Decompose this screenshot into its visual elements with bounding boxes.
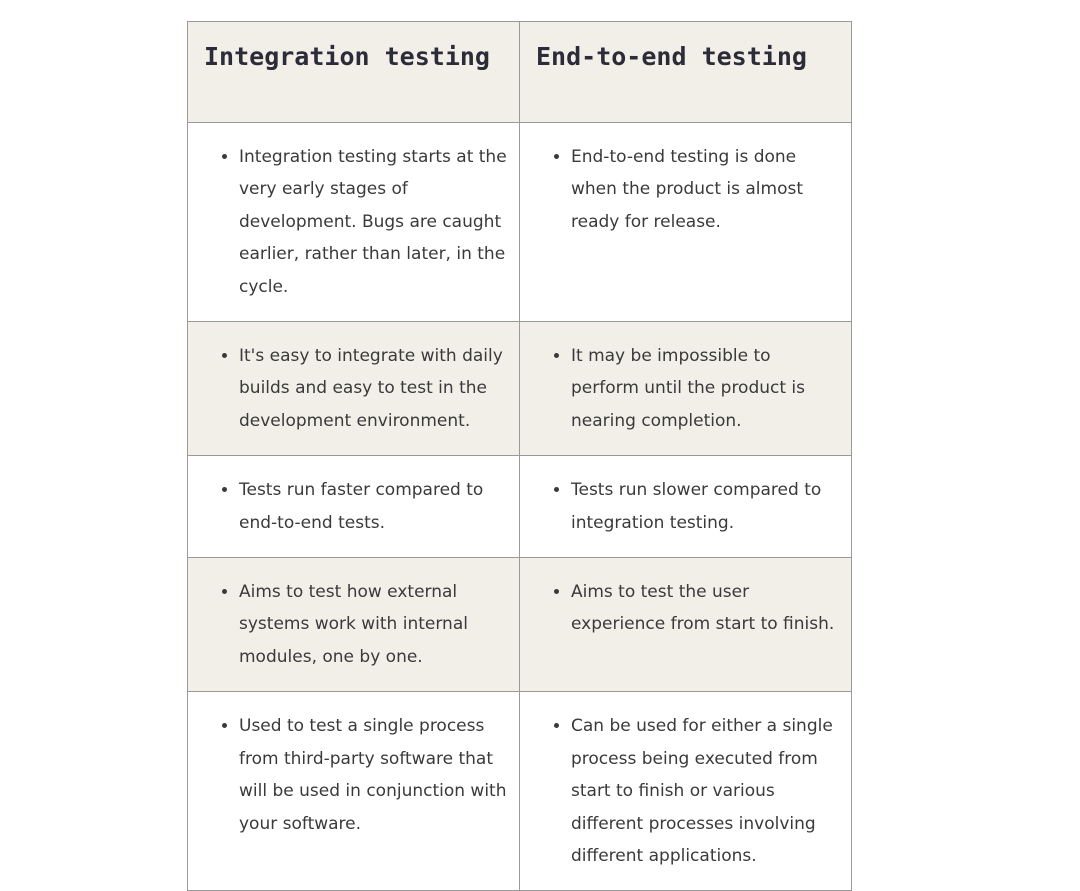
bullet-list bbox=[206, 576, 507, 673]
table-row bbox=[188, 692, 852, 891]
bullet-list bbox=[206, 710, 507, 840]
integration-cell bbox=[188, 456, 520, 558]
bullet-list bbox=[538, 474, 839, 539]
header-end-to-end-testing: End-to-end testing bbox=[520, 22, 852, 123]
list-item: • Can be used for either a single process being executed from start to finish or various different processes involving different applications. bbox=[571, 710, 839, 872]
table-row bbox=[188, 123, 852, 322]
bullet-list bbox=[538, 576, 839, 641]
list-item: • Used to test a single process from third-party software that will be used in conjunction with your software. bbox=[239, 710, 507, 840]
list-item: • End-to-end testing is done when the product is almost ready for release. bbox=[571, 141, 839, 238]
table-row bbox=[188, 456, 852, 558]
bullet-list bbox=[538, 141, 839, 238]
table-row bbox=[188, 558, 852, 692]
table-header bbox=[188, 22, 852, 123]
end-to-end-cell bbox=[520, 123, 852, 322]
list-item: • Tests run faster compared to end-to-end tests. bbox=[239, 474, 507, 539]
integration-cell bbox=[188, 558, 520, 692]
list-item: • It's easy to integrate with daily builds and easy to test in the development environment. bbox=[239, 340, 507, 437]
list-item: • Aims to test the user experience from start to finish. bbox=[571, 576, 839, 641]
integration-cell bbox=[188, 322, 520, 456]
bullet-list bbox=[206, 340, 507, 437]
end-to-end-cell bbox=[520, 456, 852, 558]
table-body bbox=[188, 123, 852, 891]
bullet-list bbox=[206, 141, 507, 303]
bullet-list bbox=[206, 474, 507, 539]
list-item: • Aims to test how external systems work with internal modules, one by one. bbox=[239, 576, 507, 673]
bullet-list bbox=[538, 340, 839, 437]
end-to-end-cell bbox=[520, 692, 852, 891]
end-to-end-cell bbox=[520, 558, 852, 692]
end-to-end-cell bbox=[520, 322, 852, 456]
integration-cell bbox=[188, 123, 520, 322]
header-row bbox=[188, 22, 852, 123]
integration-cell bbox=[188, 692, 520, 891]
list-item: • Integration testing starts at the very early stages of development. Bugs are caught earlier, rather than later, in the cycle. bbox=[239, 141, 507, 303]
bullet-list bbox=[538, 710, 839, 872]
comparison-table bbox=[187, 21, 852, 891]
table-row bbox=[188, 322, 852, 456]
header-integration-testing: Integration testing bbox=[188, 22, 520, 123]
list-item: • Tests run slower compared to integration testing. bbox=[571, 474, 839, 539]
list-item: • It may be impossible to perform until the product is nearing completion. bbox=[571, 340, 839, 437]
